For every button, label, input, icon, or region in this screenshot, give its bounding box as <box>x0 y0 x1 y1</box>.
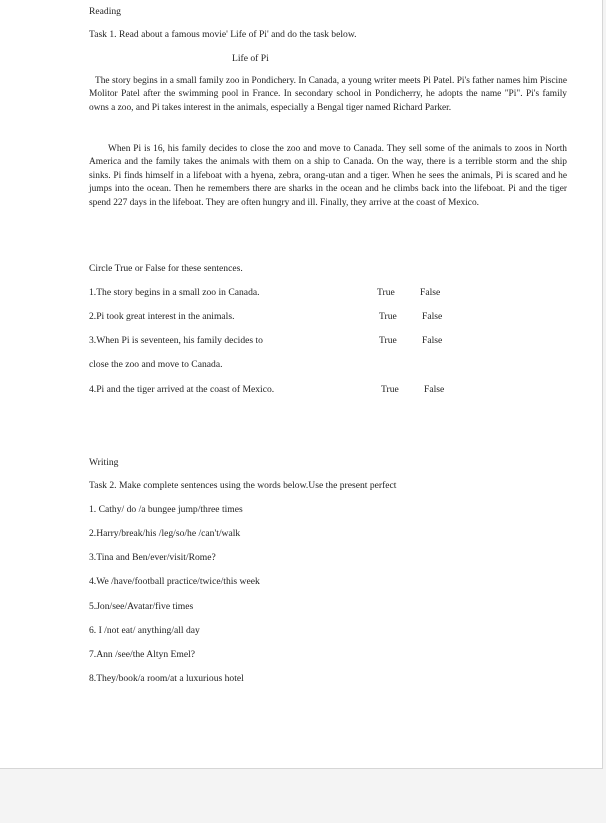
story-title: Life of Pi <box>232 53 269 64</box>
task2-instruction: Task 2. Make complete sentences using the words below.Use the present perfect <box>89 480 397 491</box>
tf-item-1-text: 1.The story begins in a small zoo in Canada. <box>89 287 260 298</box>
writing-item-8: 8.They/book/a room/at a luxurious hotel <box>89 673 244 684</box>
story-paragraph-1: The story begins in a small family zoo in Pondichery. In Canada, a young writer meets Pi Patel. Pi's father names him Piscine Molitor Patel after the swimming pool in France. In secondary school in Pondicherry, he adopts the name "Pi". Pi's family owns a zoo, and Pi takes interest in the animals, especially a Bengal tiger named Richard Parker. <box>89 76 567 113</box>
tf-item-1-true[interactable]: True <box>377 287 395 298</box>
tf-item-1-false[interactable]: False <box>420 287 441 298</box>
reading-heading: Reading <box>89 6 121 17</box>
tf-item-3-text: 3.When Pi is seventeen, his family decides to <box>89 335 263 346</box>
tf-item-2-true[interactable]: True <box>379 311 397 322</box>
truefalse-instruction: Circle True or False for these sentences. <box>89 263 243 274</box>
tf-item-4-text: 4.Pi and the tiger arrived at the coast of Mexico. <box>89 384 275 395</box>
tf-item-3-false[interactable]: False <box>422 335 443 346</box>
tf-item-4-false[interactable]: False <box>424 384 445 395</box>
tf-item-2-text: 2.Pi took great interest in the animals. <box>89 311 235 322</box>
writing-item-6: 6. I /not eat/ anything/all day <box>89 625 200 636</box>
tf-item-4-true[interactable]: True <box>381 384 399 395</box>
writing-item-1: 1. Cathy/ do /a bungee jump/three times <box>89 504 243 515</box>
writing-item-4: 4.We /have/football practice/twice/this week <box>89 576 260 587</box>
writing-item-7: 7.Ann /see/the Altyn Emel? <box>89 649 196 660</box>
writing-item-3: 3.Tina and Ben/ever/visit/Rome? <box>89 552 216 563</box>
writing-item-2: 2.Harry/break/his /leg/so/he /can't/walk <box>89 528 241 539</box>
task1-instruction: Task 1. Read about a famous movie' Life of Pi' and do the task below. <box>89 29 357 40</box>
writing-heading: Writing <box>89 457 119 468</box>
story-paragraph-2: When Pi is 16, his family decides to close the zoo and move to Canada. They sell some of the animals to zoos in North America and the family takes the animals with them on a ship to Canada. On the way, there is a terrible storm and the ship sinks. Pi finds himself in a lifeboat with a hyena, zebra, orang-utan and a tiger. When he sees the animals, Pi is scared and he jumps into the ocean. Then he remembers there are sharks in the ocean and he climbs back into the lifeboat. Pi and the tiger spend 227 days in the lifeboat. They are often hungry and ill. Finally, they arrive at the coast of Mexico. <box>89 144 567 208</box>
tf-item-3-true[interactable]: True <box>379 335 397 346</box>
tf-item-2-false[interactable]: False <box>422 311 443 322</box>
writing-item-5: 5.Jon/see/Avatar/five times <box>89 601 194 612</box>
tf-item-3-continuation: close the zoo and move to Canada. <box>89 359 223 370</box>
